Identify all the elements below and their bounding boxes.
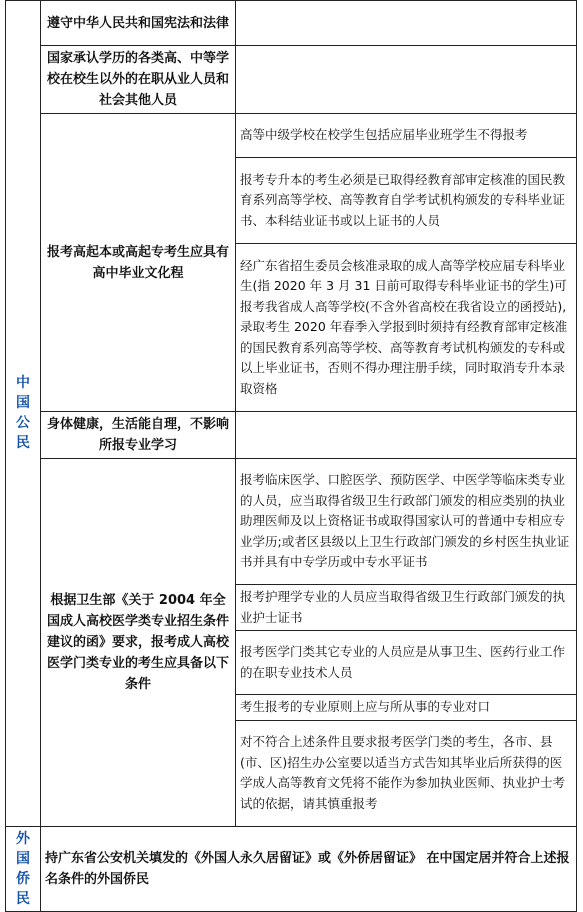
note-empty xyxy=(236,412,577,459)
note-empty xyxy=(236,1,577,46)
table-row xyxy=(6,1,577,46)
table-row xyxy=(6,826,577,911)
condition-medical: 根据卫生部《关于 2004 年全国成人高校医学类专业招生条件建议的函》要求，报考成人高校医学门类专业的考生应具备以下条件 xyxy=(41,459,236,827)
condition-constitution: 遵守中华人民共和国宪法和法律 xyxy=(41,1,236,46)
table-row xyxy=(6,114,577,158)
note-other-medical: 报考医学门类其它专业的人员应是从事卫生、医药行业工作的在职专业技术人员 xyxy=(236,631,577,695)
category-overseas: 外国侨民 xyxy=(6,826,41,911)
condition-employment: 国家承认学历的各类高、中等学校在校生以外的在职从业人员和社会其他人员 xyxy=(41,46,236,114)
note-major-match: 考生报考的专业原则上应与所从事的专业对口 xyxy=(236,695,577,721)
note-non-qualifying: 对不符合上述条件且要求报考医学门类的考生，各市、县(市、区)招生办公室要以适当方式告知其毕业后所获得的医学成人高等教育文凭将不能作为参加执业医师、执业护士考试的依据，请其慎重报考 xyxy=(236,720,577,826)
table-row xyxy=(6,459,577,585)
eligibility-table xyxy=(5,0,577,912)
note-nursing: 报考护理学专业的人员应当取得省级卫生行政部门颁发的执业护士证书 xyxy=(236,585,577,631)
note-fresh-graduates: 经广东省招生委员会核准录取的成人高等学校应届专科毕业生(指 2020 年 3 月 31 日前可取得专科毕业证书的学生)可报考我省成人高等学校(不含外省高校在我省设立的函授站),录取考生 2020 年春季入学报到时须持有经教育部审定核准的国民教育系列高等学校、高等教育考试机构颁发的专科或以上毕业证书，否则不得办理注册手续，同时取消专升本录取资格 xyxy=(236,244,577,412)
note-in-school-students: 高等中级学校在校学生包括应届毕业班学生不得报考 xyxy=(236,114,577,158)
note-clinical: 报考临床医学、口腔医学、预防医学、中医学等临床类专业的人员，应当取得省级卫生行政部门颁发的相应类别的执业助理医师及以上资格证书或取得国家认可的普通中专相应专业学历;或者区县级以上卫生行政部门颁发的乡村医生执业证书并具有中专学历或中专水平证书 xyxy=(236,459,577,585)
condition-education: 报考高起本或高起专考生应具有高中毕业文化程 xyxy=(41,114,236,412)
condition-health: 身体健康，生活能自理，不影响所报专业学习 xyxy=(41,412,236,459)
foreign-condition: 持广东省公安机关填发的《外国人永久居留证》或《外侨居留证》 在中国定居并符合上述报名条件的外国侨民 xyxy=(41,826,577,911)
table-row xyxy=(6,412,577,459)
table-row xyxy=(6,46,577,114)
note-upgrade-certificate: 报考专升本的考生必须是已取得经教育部审定核准的国民教育系列高等学校、高等教育自学考试机构颁发的专科毕业证书、本科结业证书或以上证书的人员 xyxy=(236,158,577,244)
note-empty xyxy=(236,46,577,114)
category-citizen: 中国公民 xyxy=(6,1,41,827)
